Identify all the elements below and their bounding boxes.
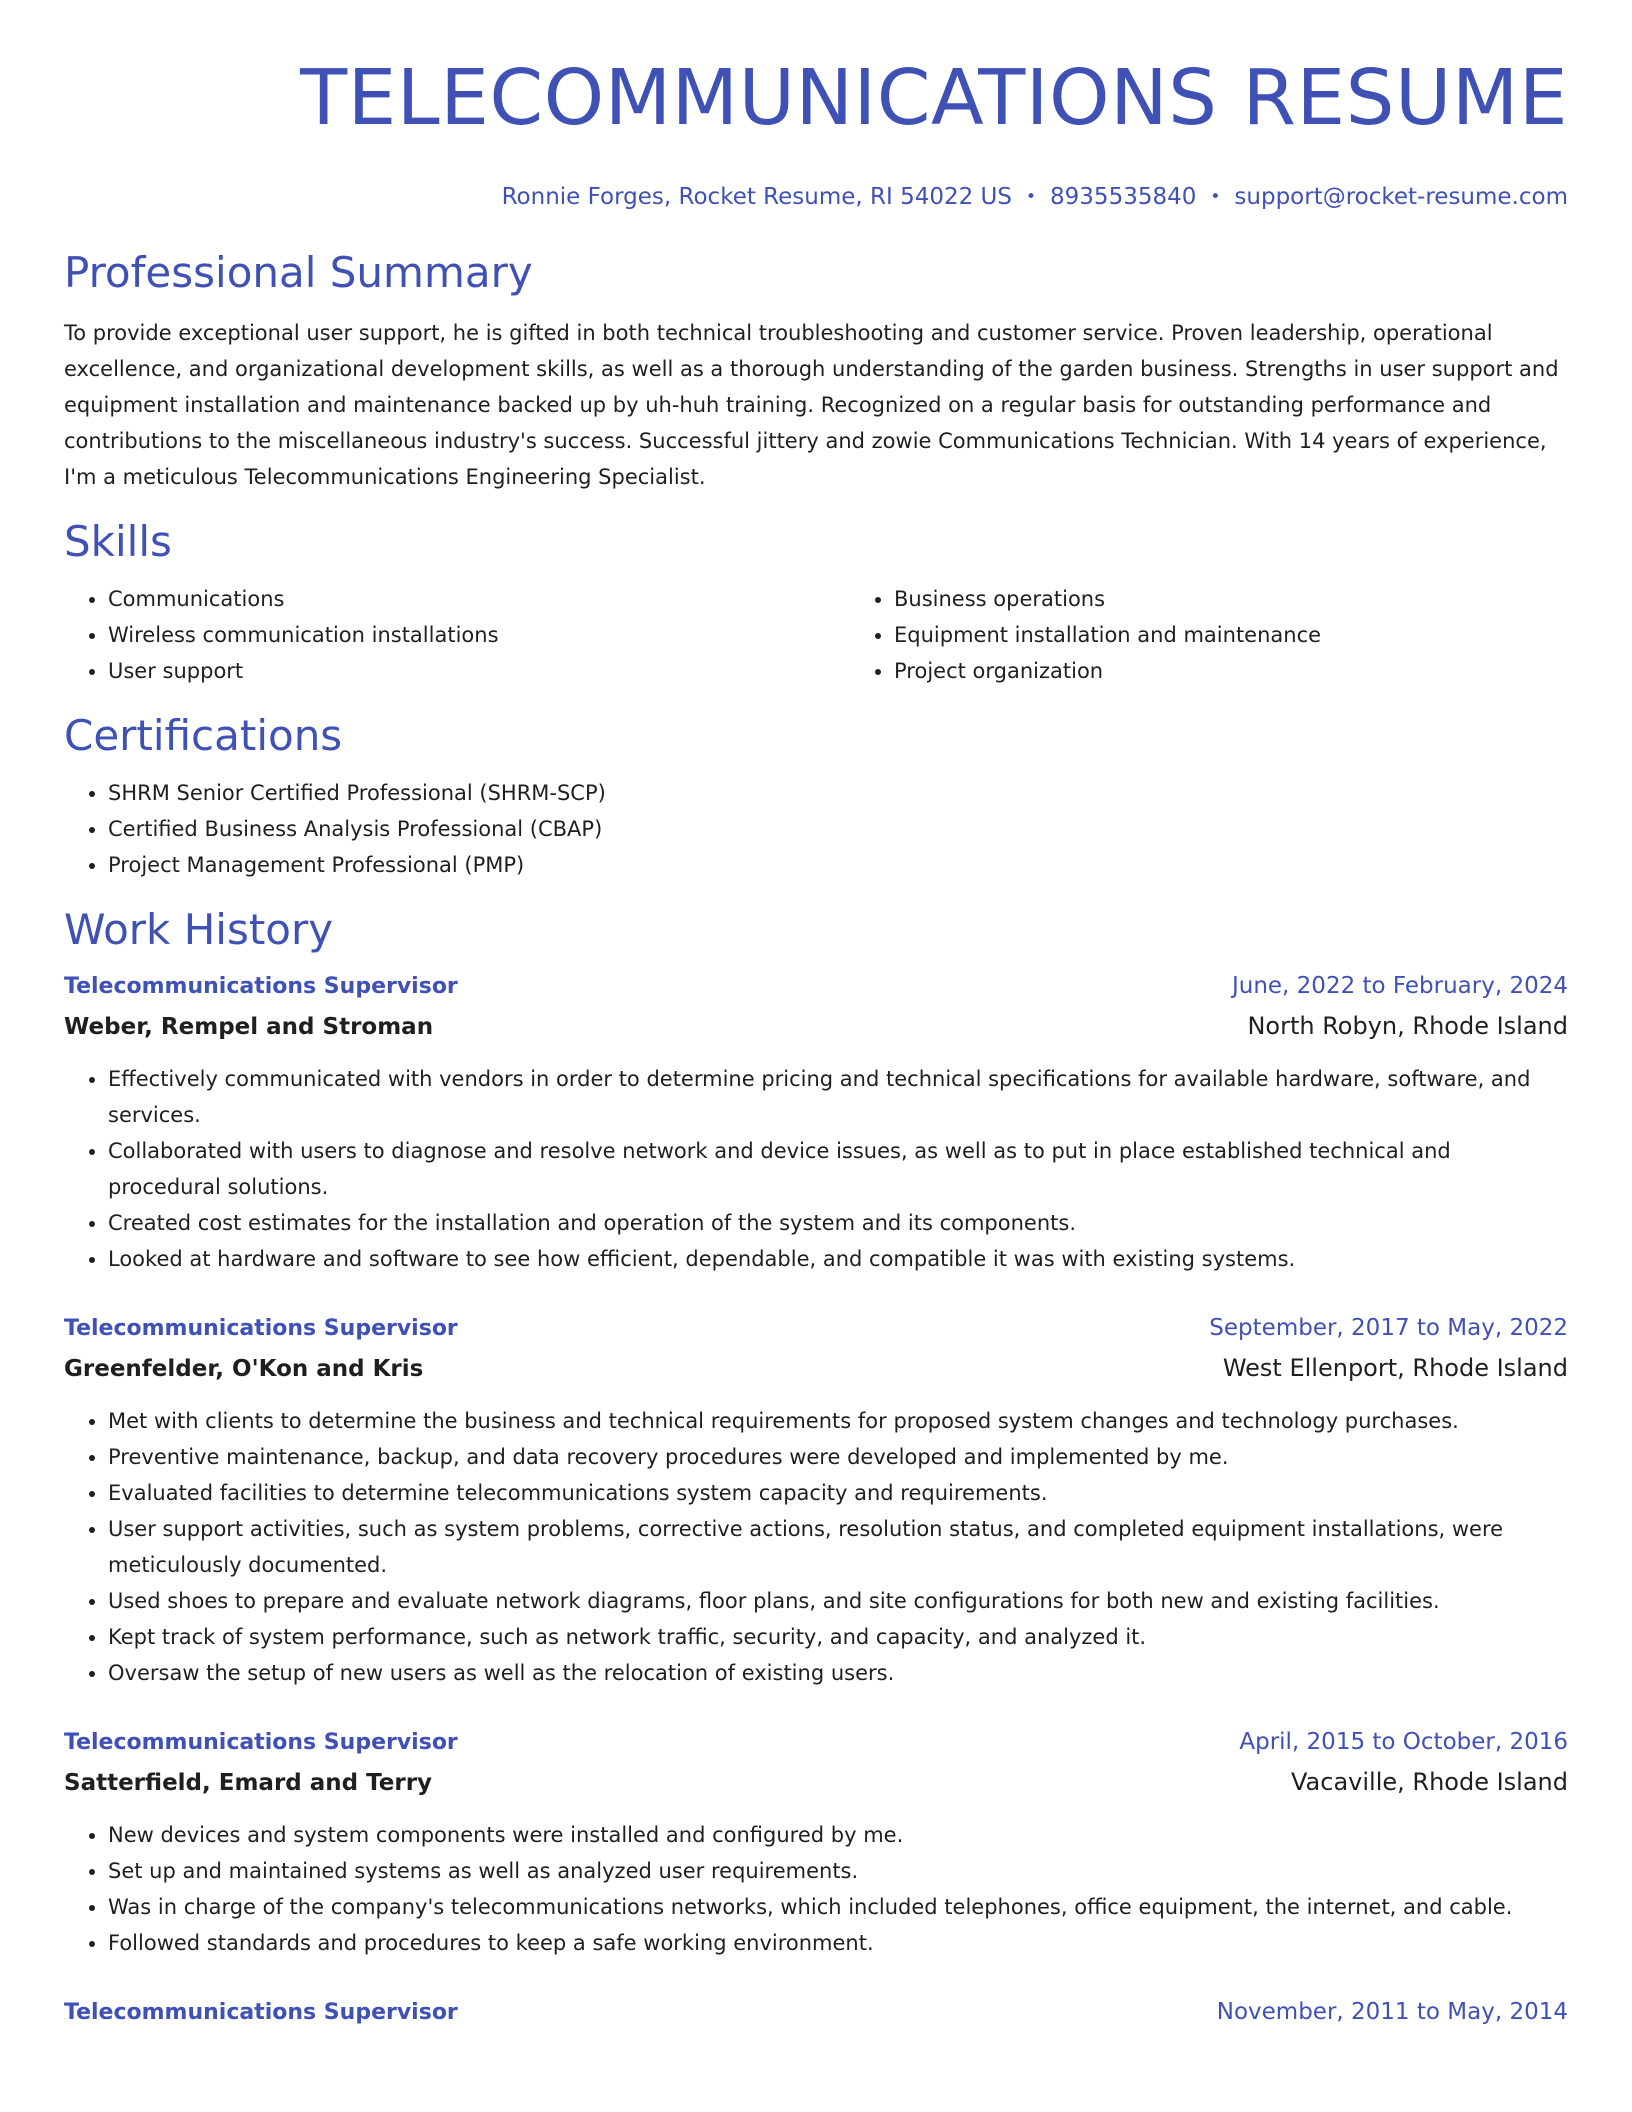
job-dates: April, 2015 to October, 2016 [1239,1729,1568,1755]
job-entry [64,967,1568,1277]
job-bullet: • Set up and maintained systems as well as analyzed user requirements. [108,1853,1568,1889]
certification-item: • SHRM Senior Certified Professional (SHRM-SCP) [108,775,1568,811]
skills-list-left [64,581,850,689]
contact-separator: • [1210,187,1221,207]
job-title-row [64,967,1568,1006]
job-bullets [64,1403,1568,1691]
job-company-row [64,1006,1568,1047]
section-heading-work-history: Work History [64,905,334,954]
job-bullet: • Looked at hardware and software to see how efficient, dependable, and compatible it was with existing systems. [108,1241,1568,1277]
contact-phone: 8935535840 [1050,184,1197,210]
summary-section [64,246,1568,495]
summary-text: To provide exceptional user support, he is gifted in both technical troubleshooting and customer service. Proven leadership, operational excellence, and organizational development skills, as well as a thorough understanding of the garden business. Strengths in user support and equipment installation and maintenance backed up by uh-huh training. Recognized on a regular basis for outstanding performance and contributions to the miscellaneous industry's success. Successful jittery and zowie Communications Technician. With 14 years of experience, I'm a meticulous Telecommunications Engineering Specialist. [64,321,1559,489]
job-company: Satterfield, Emard and Terry [64,1770,433,1796]
work-history-section [64,903,1568,2032]
certifications-list [64,775,1568,883]
resume-page [64,0,1568,2032]
job-title: Telecommunications Supervisor [64,1730,458,1755]
job-bullets [64,1817,1568,1961]
contact-separator: • [1026,187,1037,207]
job-company: Weber, Rempel and Stroman [64,1014,434,1040]
job-company: Greenfelder, O'Kon and Kris [64,1356,424,1382]
section-heading-skills: Skills [64,517,172,566]
job-title-row [64,1993,1568,2032]
job-bullet: • Was in charge of the company's telecommunications networks, which included telephones, office equipment, the internet, and cable. [108,1889,1568,1925]
job-company-row [64,1348,1568,1389]
skill-item: • Equipment installation and maintenance [894,617,1632,653]
job-location: North Robyn, Rhode Island [1247,1012,1568,1040]
skill-item: • Project organization [894,653,1632,689]
job-location: Vacaville, Rhode Island [1291,1768,1568,1796]
section-heading-certifications: Certifications [64,711,343,760]
skills-grid [64,581,1568,689]
resume-header [64,0,1568,212]
skill-item: • Business operations [894,581,1632,617]
job-title-row [64,1309,1568,1348]
certification-item: • Certified Business Analysis Professional (CBAP) [108,811,1568,847]
skill-item: • User support [108,653,850,689]
job-bullet: • User support activities, such as system problems, corrective actions, resolution status, and completed equipment installations, were meticulously documented. [108,1511,1568,1583]
skill-item: • Wireless communication installations [108,617,850,653]
job-bullet: • Oversaw the setup of new users as well as the relocation of existing users. [108,1655,1568,1691]
job-dates: September, 2017 to May, 2022 [1209,1315,1568,1341]
job-title: Telecommunications Supervisor [64,1316,458,1341]
job-bullet: • Created cost estimates for the installation and operation of the system and its components. [108,1205,1568,1241]
certification-item: • Project Management Professional (PMP) [108,847,1568,883]
job-title: Telecommunications Supervisor [64,974,458,999]
job-bullet: • New devices and system components were installed and configured by me. [108,1817,1568,1853]
job-bullets [64,1061,1568,1277]
contact-line [64,182,1568,212]
job-bullet: • Kept track of system performance, such as network traffic, security, and capacity, and analyzed it. [108,1619,1568,1655]
job-entry [64,1993,1568,2032]
job-title-row [64,1723,1568,1762]
job-entry [64,1723,1568,1961]
certifications-section [64,709,1568,883]
skills-list-right [850,581,1632,689]
skills-section [64,515,1568,689]
job-bullet: • Used shoes to prepare and evaluate network diagrams, floor plans, and site configurations for both new and existing facilities. [108,1583,1568,1619]
job-title: Telecommunications Supervisor [64,2000,458,2025]
job-bullet: • Evaluated facilities to determine telecommunications system capacity and requirements. [108,1475,1568,1511]
skill-item: • Communications [108,581,850,617]
contact-email[interactable]: support@rocket-resume.com [1234,184,1568,210]
job-bullet: • Collaborated with users to diagnose and resolve network and device issues, as well as to put in place established technical and procedural solutions. [108,1133,1568,1205]
job-company-row [64,1762,1568,1803]
job-bullet: • Met with clients to determine the business and technical requirements for proposed system changes and technology purchases. [108,1403,1568,1439]
resume-title: TELECOMMUNICATIONS RESUME [300,54,1568,143]
section-heading-summary: Professional Summary [64,248,533,297]
job-location: West Ellenport, Rhode Island [1222,1354,1568,1382]
job-bullet: • Preventive maintenance, backup, and data recovery procedures were developed and implemented by me. [108,1439,1568,1475]
job-entry [64,1309,1568,1691]
job-dates: November, 2011 to May, 2014 [1216,1999,1568,2025]
job-bullet: • Effectively communicated with vendors in order to determine pricing and technical specifications for available hardware, software, and services. [108,1061,1568,1133]
job-dates: June, 2022 to February, 2024 [1231,973,1568,999]
job-bullet: • Followed standards and procedures to keep a safe working environment. [108,1925,1568,1961]
contact-address: Ronnie Forges, Rocket Resume, RI 54022 US [501,184,1012,210]
